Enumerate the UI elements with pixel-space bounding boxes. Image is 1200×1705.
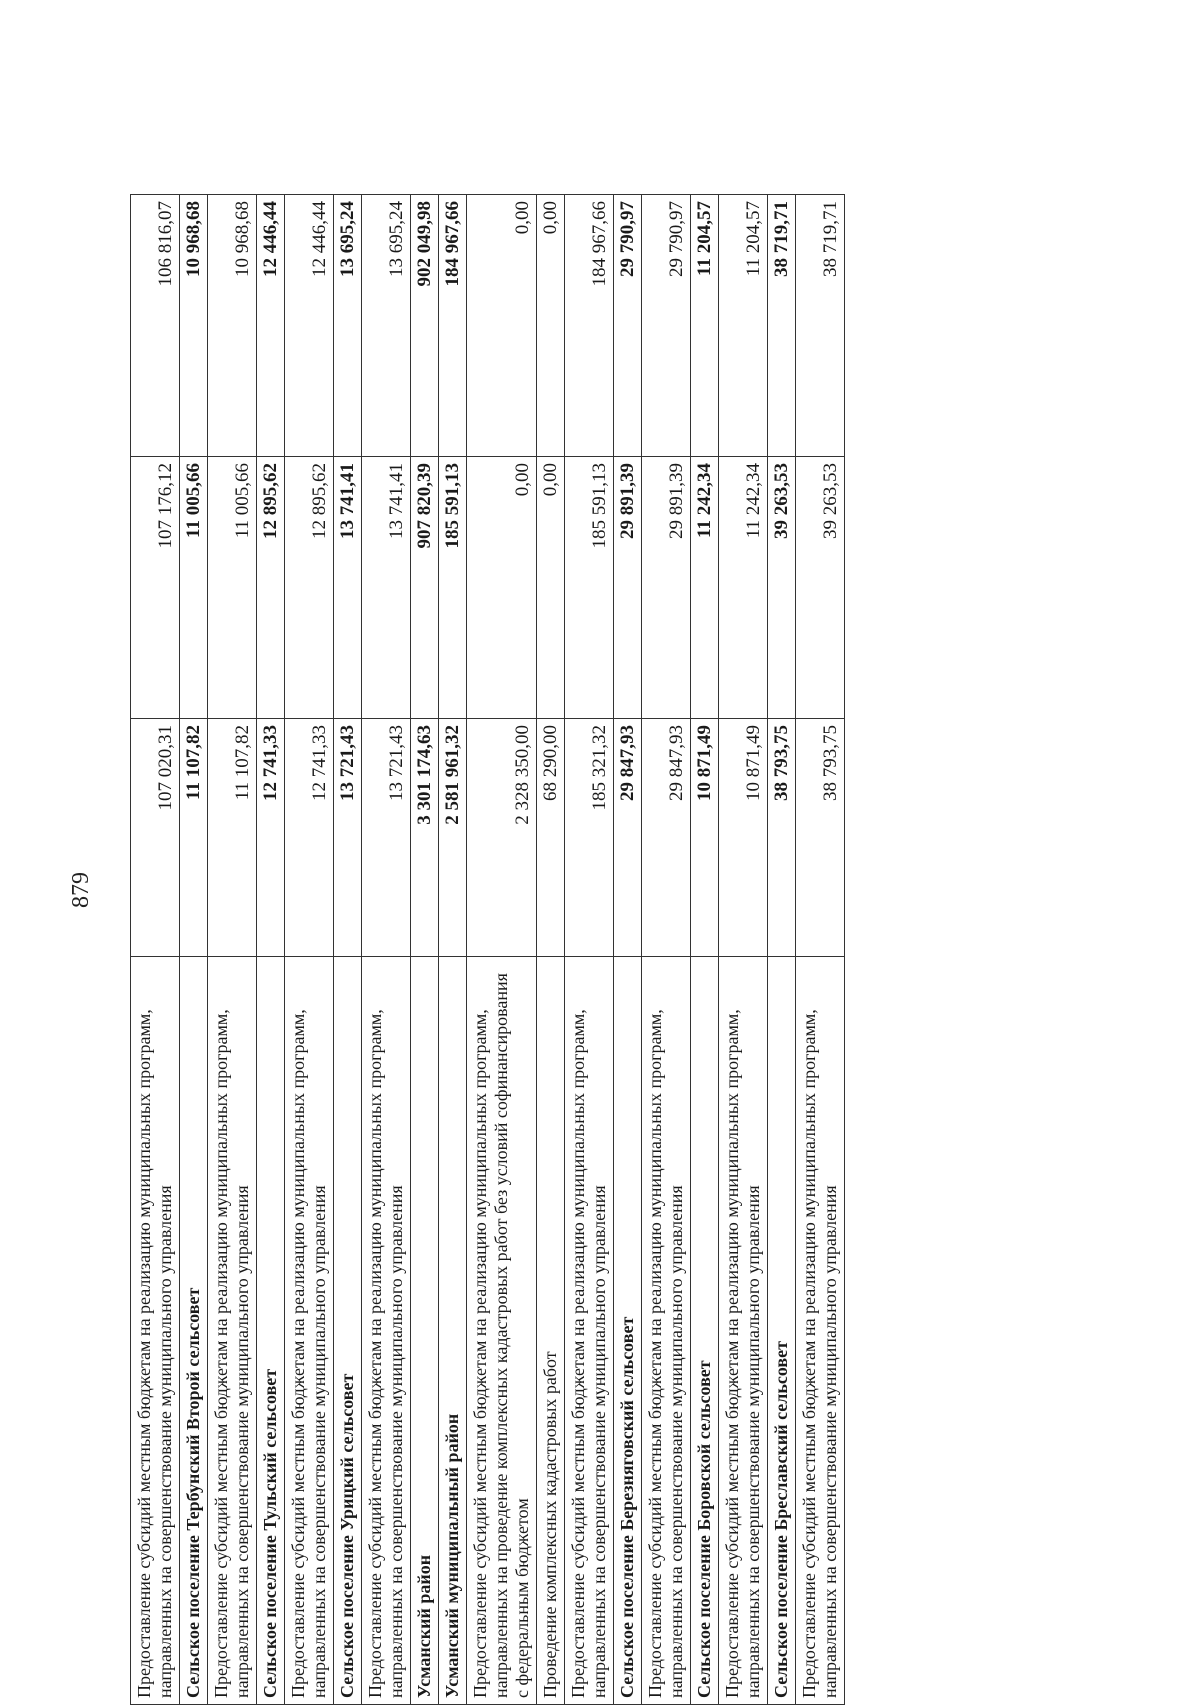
section-row — [691, 195, 719, 1705]
value-2023: 11 242,34 — [691, 457, 719, 719]
value-2023: 107 176,12 — [131, 457, 180, 719]
value-2023: 12 895,62 — [257, 457, 285, 719]
value-2022: 13 721,43 — [362, 719, 411, 957]
value-2022: 11 107,82 — [208, 719, 257, 957]
row-label: Предоставление субсидий местным бюджетам на реализацию муниципальных программ, направленных на совершенствование муниципального управления — [362, 957, 411, 1705]
value-2023: 13 741,41 — [362, 457, 411, 719]
table-row — [285, 195, 334, 1705]
value-2024: 13 695,24 — [362, 195, 411, 457]
value-2024: 11 204,57 — [719, 195, 768, 457]
table-row — [796, 195, 845, 1705]
table-row — [362, 195, 411, 1705]
value-2023: 29 891,39 — [642, 457, 691, 719]
value-2022: 29 847,93 — [642, 719, 691, 957]
row-label: Предоставление субсидий местным бюджетам на реализацию муниципальных программ, направленных на совершенствование муниципального управления — [285, 957, 334, 1705]
value-2023: 11 005,66 — [180, 457, 208, 719]
value-2023: 185 591,13 — [439, 457, 467, 719]
value-2022: 12 741,33 — [257, 719, 285, 957]
section-row — [439, 195, 467, 1705]
value-2023: 907 820,39 — [411, 457, 439, 719]
section-row — [614, 195, 642, 1705]
row-label: Сельское поселение Тульский сельсовет — [257, 957, 285, 1705]
value-2024: 0,00 — [467, 195, 537, 457]
value-2024: 902 049,98 — [411, 195, 439, 457]
row-label: Предоставление субсидий местным бюджетам на реализацию муниципальных программ, направленных на проведение комплексных кадастровых работ без условий софинансирования с федеральным бюджетом — [467, 957, 537, 1705]
section-row — [180, 195, 208, 1705]
table-row — [467, 195, 537, 1705]
value-2022: 3 301 174,63 — [411, 719, 439, 957]
row-label: Сельское поселение Тербунский Второй сельсовет — [180, 957, 208, 1705]
value-2024: 29 790,97 — [642, 195, 691, 457]
value-2022: 10 871,49 — [719, 719, 768, 957]
row-label: Сельское поселение Урицкий сельсовет — [334, 957, 362, 1705]
value-2022: 12 741,33 — [285, 719, 334, 957]
row-label: Сельское поселение Бреславский сельсовет — [768, 957, 796, 1705]
table-row — [642, 195, 691, 1705]
value-2024: 29 790,97 — [614, 195, 642, 457]
row-label: Сельское поселение Боровской сельсовет — [691, 957, 719, 1705]
value-2022: 2 328 350,00 — [467, 719, 537, 957]
row-label: Предоставление субсидий местным бюджетам на реализацию муниципальных программ, направленных на совершенствование муниципального управления — [796, 957, 845, 1705]
row-label: Предоставление субсидий местным бюджетам на реализацию муниципальных программ, направленных на совершенствование муниципального управления — [131, 957, 180, 1705]
row-label: Предоставление субсидий местным бюджетам на реализацию муниципальных программ, направленных на совершенствование муниципального управления — [719, 957, 768, 1705]
section-row — [411, 195, 439, 1705]
value-2022: 11 107,82 — [180, 719, 208, 957]
value-2024: 184 967,66 — [565, 195, 614, 457]
value-2024: 184 967,66 — [439, 195, 467, 457]
section-row — [334, 195, 362, 1705]
value-2023: 11 242,34 — [719, 457, 768, 719]
table-row — [208, 195, 257, 1705]
page-number: 879 — [68, 872, 94, 908]
budget-table — [130, 194, 845, 1705]
row-label: Проведение комплексных кадастровых работ — [537, 957, 565, 1705]
value-2022: 13 721,43 — [334, 719, 362, 957]
value-2023: 39 263,53 — [768, 457, 796, 719]
value-2024: 10 968,68 — [208, 195, 257, 457]
value-2024: 13 695,24 — [334, 195, 362, 457]
value-2023: 39 263,53 — [796, 457, 845, 719]
row-label: Предоставление субсидий местным бюджетам на реализацию муниципальных программ, направленных на совершенствование муниципального управления — [565, 957, 614, 1705]
rotated-table-wrapper — [130, 195, 1070, 1705]
value-2023: 185 591,13 — [565, 457, 614, 719]
table-row — [719, 195, 768, 1705]
table-row — [131, 195, 180, 1705]
table-body — [131, 195, 845, 1705]
value-2023: 29 891,39 — [614, 457, 642, 719]
table-row — [565, 195, 614, 1705]
value-2024: 12 446,44 — [257, 195, 285, 457]
row-label: Усманский район — [411, 957, 439, 1705]
row-label: Предоставление субсидий местным бюджетам на реализацию муниципальных программ, направленных на совершенствование муниципального управления — [642, 957, 691, 1705]
section-row — [257, 195, 285, 1705]
value-2024: 12 446,44 — [285, 195, 334, 457]
value-2022: 10 871,49 — [691, 719, 719, 957]
section-row — [768, 195, 796, 1705]
value-2022: 29 847,93 — [614, 719, 642, 957]
value-2022: 38 793,75 — [768, 719, 796, 957]
row-label: Сельское поселение Березняговский сельсовет — [614, 957, 642, 1705]
value-2023: 0,00 — [537, 457, 565, 719]
value-2022: 2 581 961,32 — [439, 719, 467, 957]
value-2024: 11 204,57 — [691, 195, 719, 457]
value-2024: 0,00 — [537, 195, 565, 457]
value-2022: 185 321,32 — [565, 719, 614, 957]
value-2023: 11 005,66 — [208, 457, 257, 719]
value-2022: 38 793,75 — [796, 719, 845, 957]
value-2023: 0,00 — [467, 457, 537, 719]
value-2024: 10 968,68 — [180, 195, 208, 457]
value-2024: 38 719,71 — [768, 195, 796, 457]
value-2024: 38 719,71 — [796, 195, 845, 457]
value-2023: 13 741,41 — [334, 457, 362, 719]
row-label: Предоставление субсидий местным бюджетам на реализацию муниципальных программ, направленных на совершенствование муниципального управления — [208, 957, 257, 1705]
row-label: Усманский муниципальный район — [439, 957, 467, 1705]
table-row — [537, 195, 565, 1705]
value-2022: 107 020,31 — [131, 719, 180, 957]
value-2023: 12 895,62 — [285, 457, 334, 719]
value-2022: 68 290,00 — [537, 719, 565, 957]
value-2024: 106 816,07 — [131, 195, 180, 457]
